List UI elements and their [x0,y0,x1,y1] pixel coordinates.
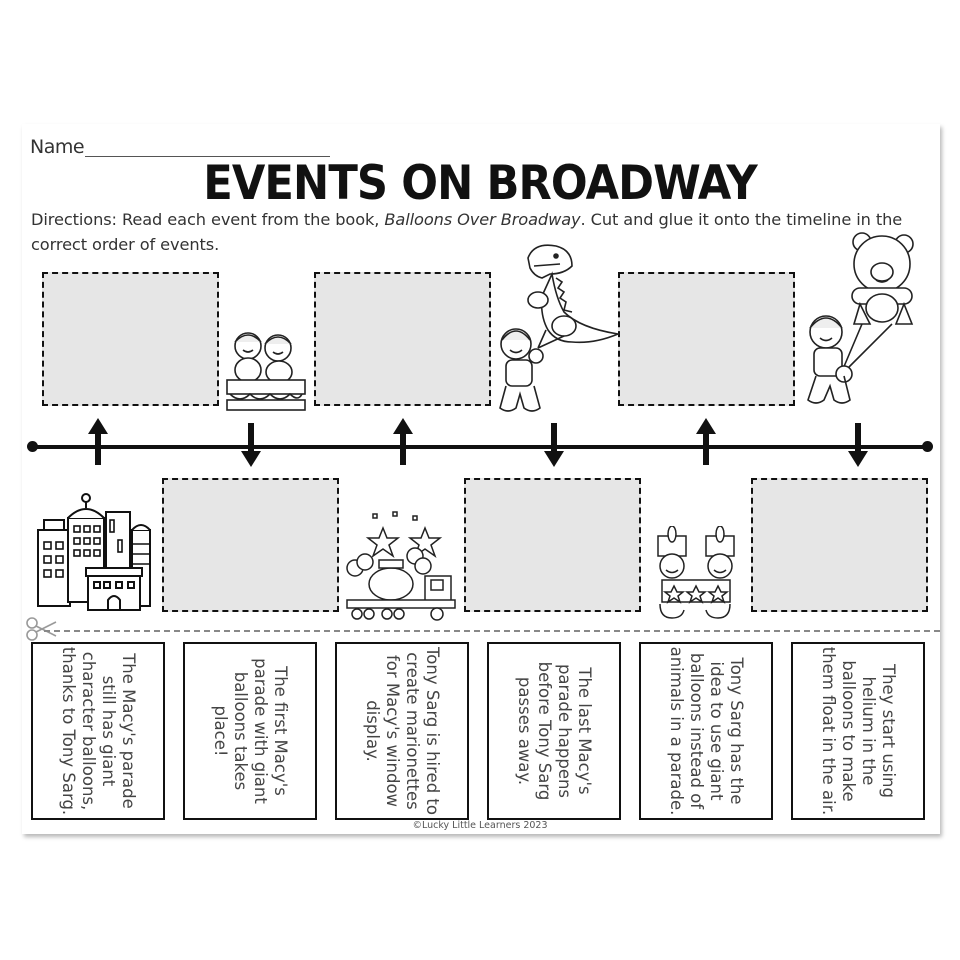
event-card-6[interactable] [791,642,925,820]
event-card-text: The Macy's parade still has giant character balloons, thanks to Tony Sarg. [59,646,138,816]
event-card-3[interactable] [335,642,469,820]
glue-box-4[interactable] [464,478,641,612]
glue-box-5[interactable] [618,272,795,406]
timeline-line [32,445,928,449]
dinosaur-balloon-icon [494,238,620,420]
event-card-text: Tony Sarg has the idea to use giant balloons instead of animals in a parade. [667,646,746,816]
scissors-icon [24,616,58,642]
book-title: Balloons Over Broadway [384,210,581,229]
name-label: Name [30,136,85,158]
copyright: ©Lucky Little Learners 2023 [412,820,548,831]
arrow-down-icon [848,423,868,471]
directions [31,207,931,257]
event-card-4[interactable] [487,642,621,820]
cut-line [44,630,940,632]
directions-prefix: Directions: Read each event from the book, [31,210,385,229]
glue-box-3[interactable] [314,272,491,406]
arrow-down-icon [544,423,564,471]
arrow-up-icon [393,418,413,466]
event-card-text: Tony Sarg is hired to create marionettes for Macy's window display. [363,647,442,815]
timeline-end-dot [922,441,933,452]
event-card-5[interactable] [639,642,773,820]
event-card-2[interactable] [183,642,317,820]
teddy-bear-balloon-icon [800,228,920,424]
glue-box-2[interactable] [162,478,339,612]
event-card-text: The last Macy's parade happens before Tony Sarg passes away. [515,661,594,801]
page-title: EVENTS ON BROADWAY [203,156,757,211]
glue-box-1[interactable] [42,272,219,406]
event-card-text: The first Macy's parade with giant balloons takes place! [211,658,290,804]
glue-box-6[interactable] [751,478,928,612]
timeline-start-dot [27,441,38,452]
arrow-down-icon [241,423,261,471]
event-card-text: They start using helium in the balloons to make them float in the air. [819,646,898,816]
directions-suffix: . Cut and glue it onto the timeline in the correct order of events. [31,210,903,254]
marching-band-icon [650,526,744,622]
parade-float-truck-icon [343,506,461,624]
event-card-1[interactable] [31,642,165,820]
arrow-up-icon [696,418,716,466]
city-buildings-icon [34,490,154,614]
arrow-up-icon [88,418,108,466]
parade-spectators-icon [224,322,308,414]
